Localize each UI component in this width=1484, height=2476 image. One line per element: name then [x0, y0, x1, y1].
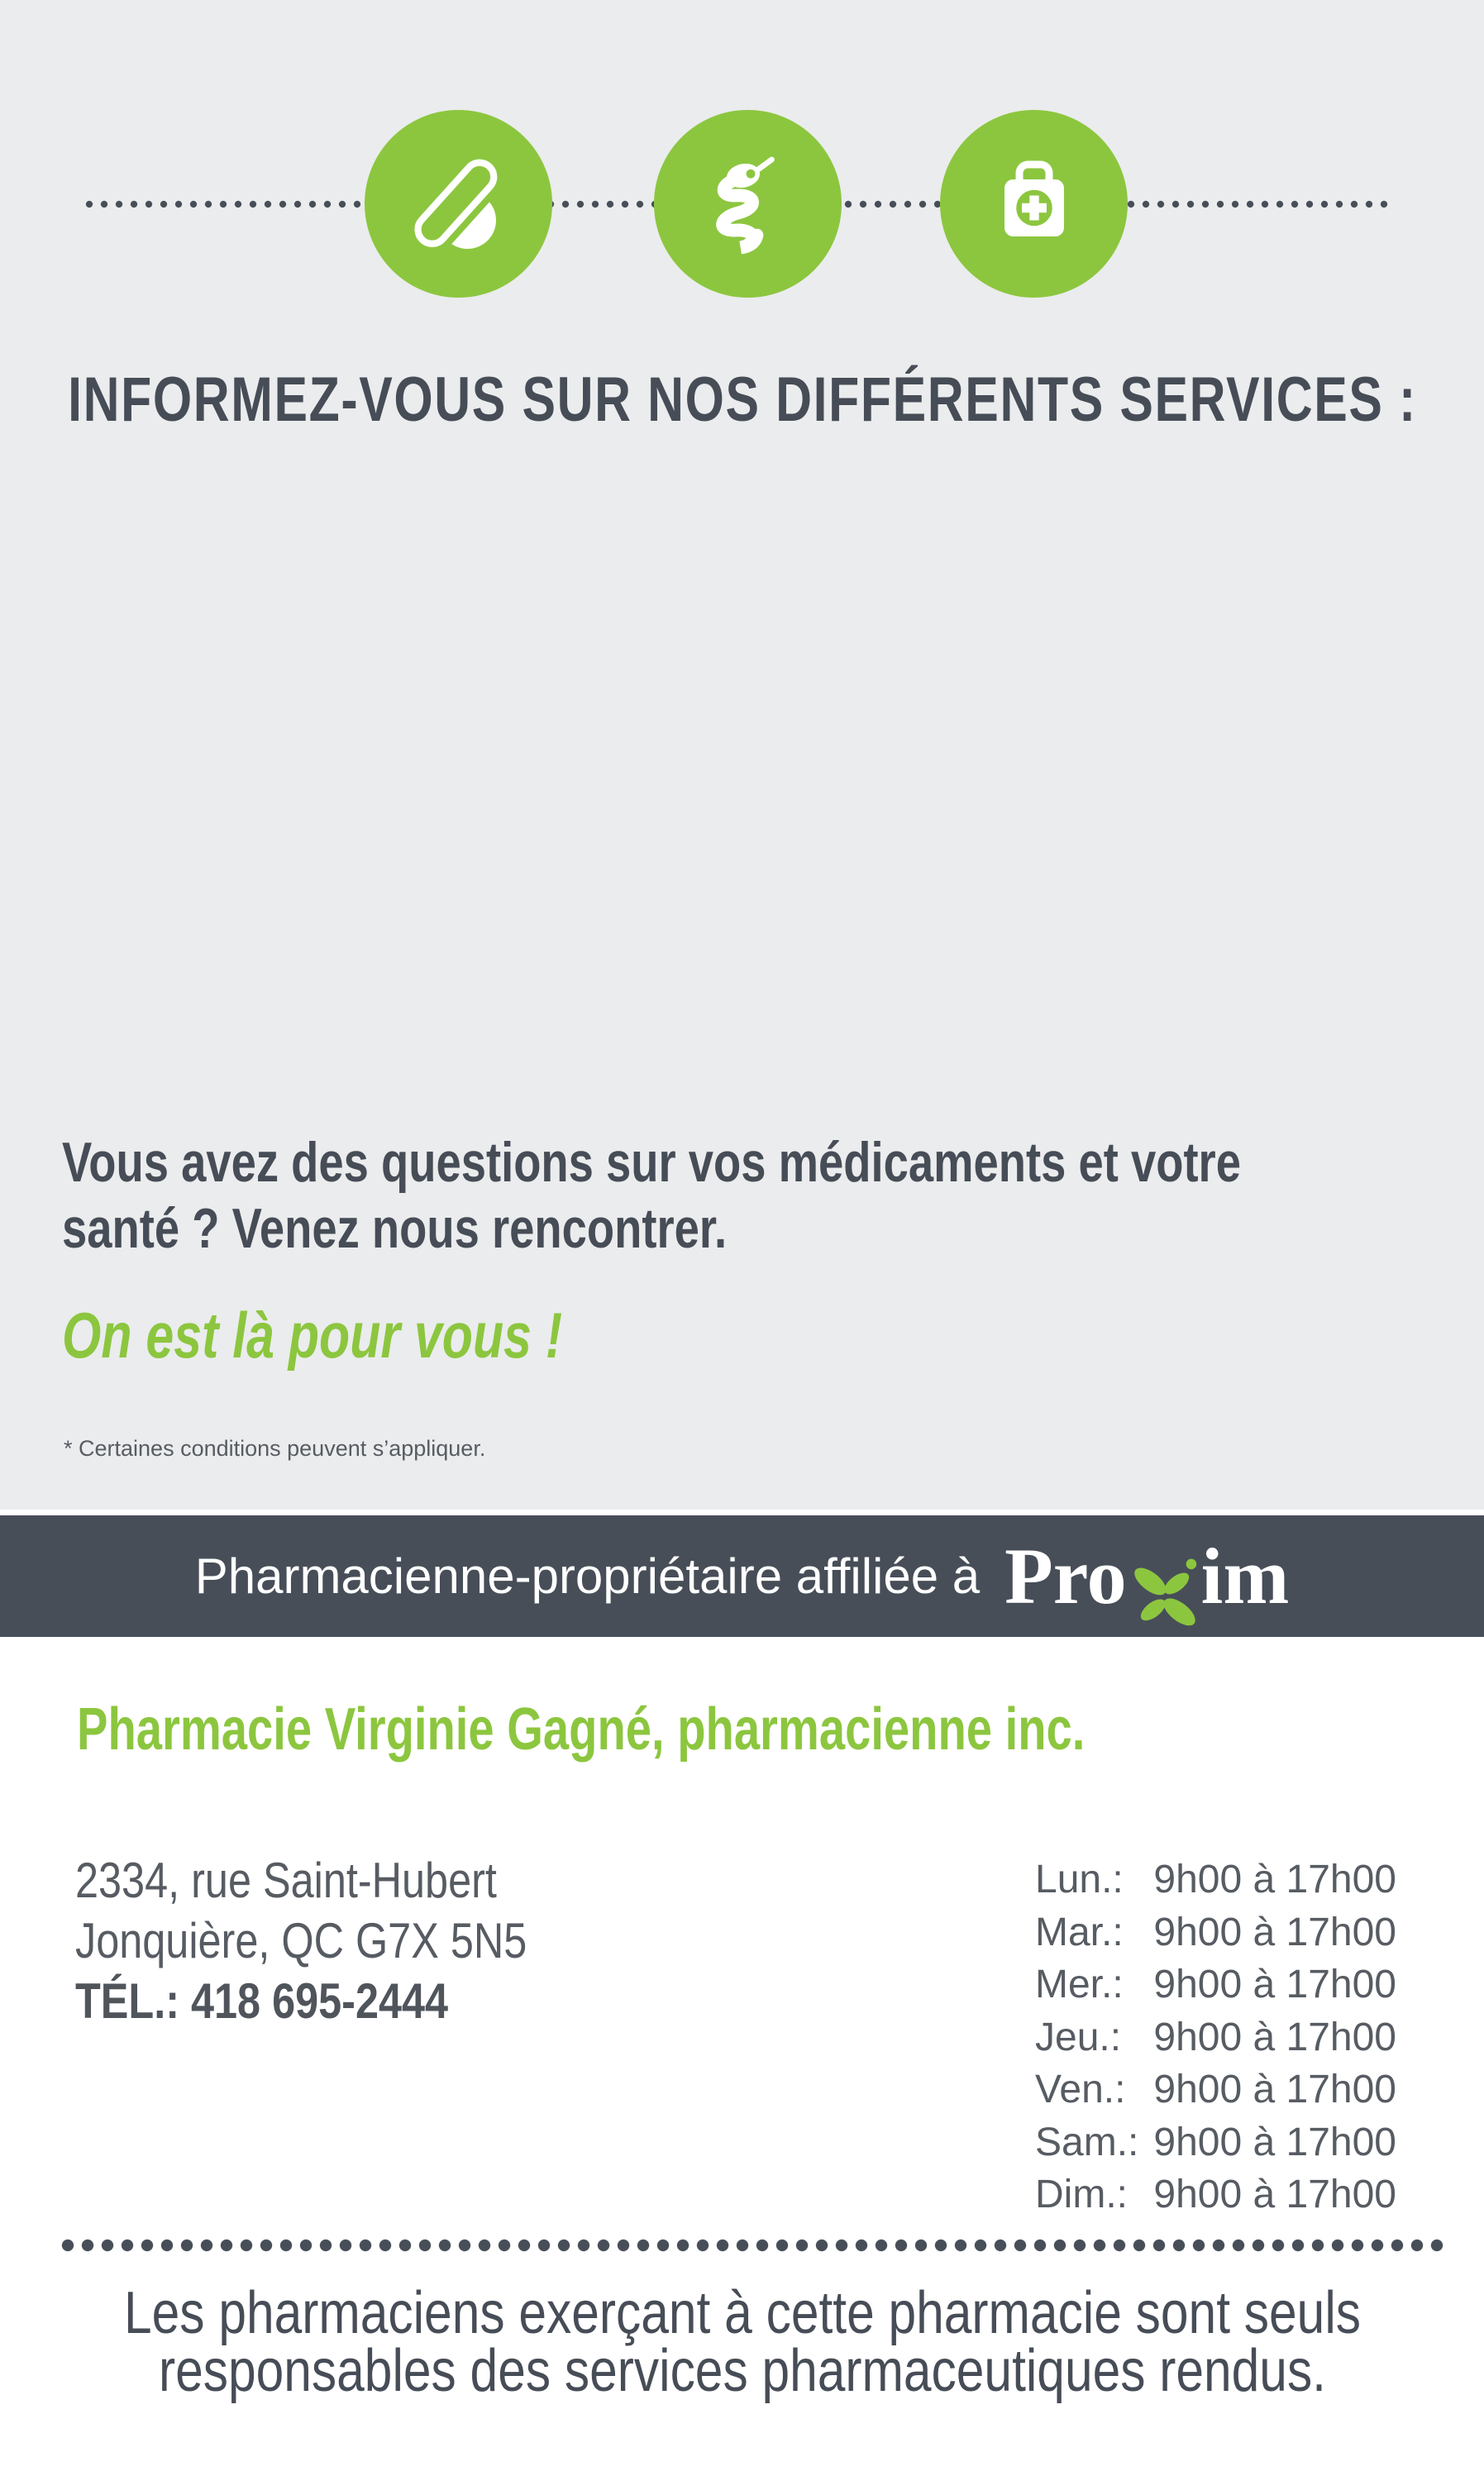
question-text [62, 1129, 1484, 1262]
hours-day-label: Mar.: [1035, 1910, 1124, 1954]
question-line-1: Vous avez des questions sur vos médicaments et votre [62, 1131, 1241, 1194]
hours-day-label: Dim.: [1035, 2173, 1128, 2216]
proxim-logo-post: im [1200, 1532, 1290, 1620]
asclepius-snake-icon [686, 142, 810, 266]
proxim-logo [1004, 1530, 1289, 1622]
affiliation-text: Pharmacienne-propriétaire affiliée à [194, 1548, 981, 1604]
hours-row [1035, 1853, 1396, 1906]
proxim-x-icon [1130, 1550, 1200, 1634]
pharmacy-name: Pharmacie Virginie Gagné, pharmacienne inc. [77, 1696, 1086, 1763]
tagline-text: On est là pour vous ! [62, 1299, 563, 1372]
hours-day-label: Ven.: [1035, 2068, 1126, 2111]
hours-day-label: Sam.: [1035, 2120, 1139, 2164]
address-block [75, 1850, 613, 2031]
hours-row [1035, 1906, 1396, 1959]
hours-time: 9h00 à 17h00 [1153, 2015, 1396, 2059]
hours-time: 9h00 à 17h00 [1153, 2120, 1396, 2164]
hours-time: 9h00 à 17h00 [1153, 1963, 1396, 2006]
conditions-note: * Certaines conditions peuvent s’appliquer. [64, 1436, 486, 1461]
hours-time: 9h00 à 17h00 [1153, 2173, 1396, 2216]
hours-row [1035, 2011, 1396, 2064]
hours-time: 9h00 à 17h00 [1153, 2068, 1396, 2111]
first-aid-icon-circle [940, 110, 1128, 298]
capsule-icon-circle [365, 110, 552, 298]
hours-row [1035, 1958, 1396, 2011]
hours-day-label: Mer.: [1035, 1963, 1124, 2006]
dotted-separator [58, 2239, 1443, 2252]
proxim-logo-pre: Pro [1004, 1532, 1127, 1620]
opening-hours [1035, 1853, 1396, 2221]
capsule-pill-icon [397, 142, 521, 266]
hours-day-label: Lun.: [1035, 1858, 1124, 1901]
hours-row [1035, 2168, 1396, 2221]
hours-row [1035, 2116, 1396, 2169]
services-heading: INFORMEZ-VOUS SUR NOS DIFFÉRENTS SERVICES : [67, 365, 1417, 435]
footer-line-2: responsables des services pharmaceutiques rendus. [158, 2338, 1326, 2404]
hours-time: 9h00 à 17h00 [1153, 1910, 1396, 1954]
hours-day-label: Jeu.: [1035, 2015, 1122, 2059]
hours-time: 9h00 à 17h00 [1153, 1858, 1396, 1901]
question-line-2: santé ? Venez nous rencontrer. [62, 1197, 728, 1260]
hours-row [1035, 2063, 1396, 2116]
address-line-2: Jonquière, QC G7X 5N5 [75, 1913, 527, 1968]
snake-icon-circle [654, 110, 842, 298]
address-line-1: 2334, rue Saint-Hubert [75, 1853, 497, 1908]
phone-number: TÉL.: 418 695-2444 [75, 1973, 449, 2029]
affiliation-banner [0, 1515, 1484, 1637]
first-aid-kit-icon [972, 142, 1096, 266]
footer-line-1: Les pharmaciens exerçant à cette pharmacie sont seuls [123, 2280, 1361, 2346]
